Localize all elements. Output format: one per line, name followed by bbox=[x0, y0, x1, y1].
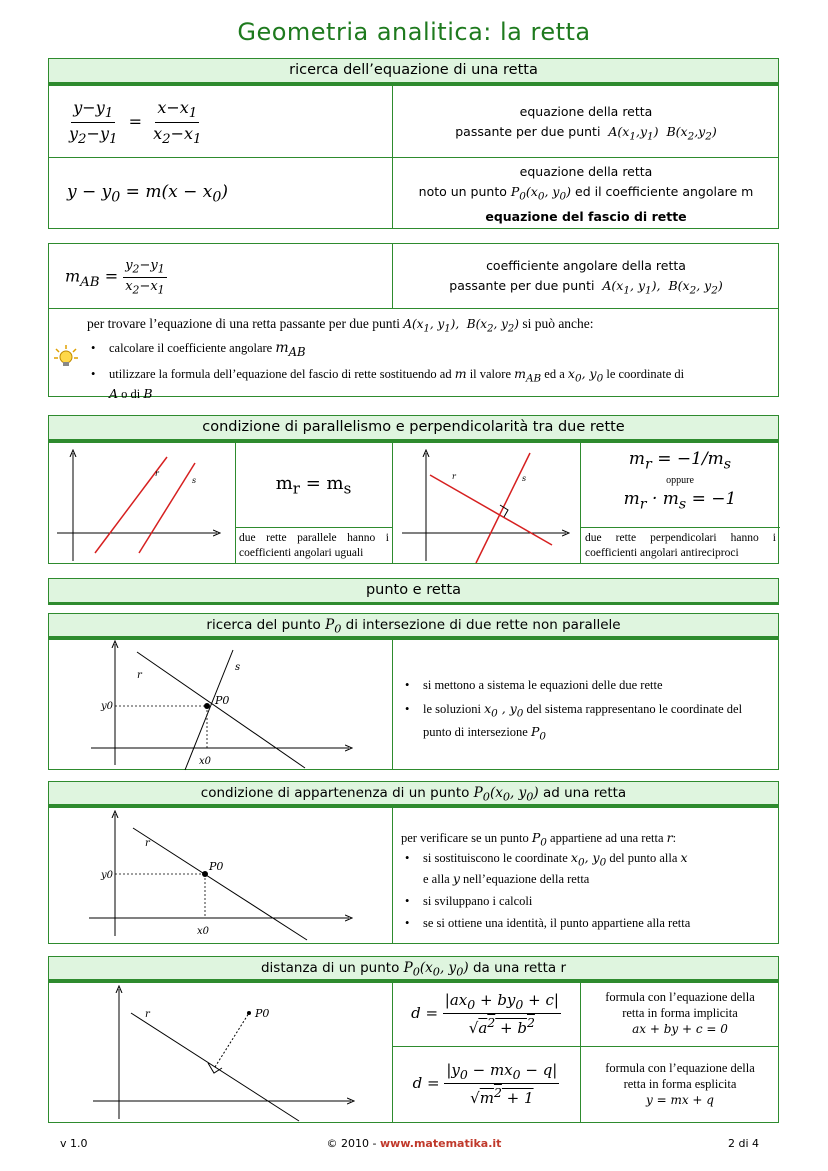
membership-steps bbox=[401, 850, 771, 937]
graph-label-x0: x0 bbox=[199, 756, 212, 767]
intersection-steps bbox=[401, 676, 771, 751]
explicit-desc: formula con l’equazione della retta in forma esplicita y = mx + q bbox=[605, 1061, 755, 1107]
parallel-perpendicular-box bbox=[48, 442, 779, 564]
two-point-formula: $\frac{y-y_1}{y_2-y_1}$ = $\frac{x-x_1}{x_2-x_1}$ bbox=[69, 98, 202, 148]
parallel-formula: $m_r = m_s$ bbox=[275, 473, 352, 498]
graph-label-y0: y0 bbox=[101, 701, 114, 712]
distance-formula-implicit: d = $\frac{|ax_0 + by_0 + c|}{√a^2 + b^2}$ bbox=[411, 991, 559, 1037]
slope-formula: $m_{AB}$ = $\frac{y_2-y_1}{x_2-x_1}$ bbox=[65, 258, 165, 297]
tip-intro: per trovare l’equazione di una retta passante per due punti $A(x_1$, $y_1$), $B(x_2$, $y_2$) si può anche: bbox=[87, 316, 594, 335]
membership-box bbox=[48, 807, 779, 944]
point-slope-desc: equazione della retta noto un punto $P_0(x_0$, $y_0$) ed il coefficiente angolare m equazione del fascio di rette bbox=[418, 164, 754, 224]
list-item: • si sviluppano i calcoli bbox=[401, 893, 771, 909]
parallel-caption: due rette parallele hanno i coefficienti angolari uguali bbox=[239, 532, 389, 559]
graph-label-r: r bbox=[145, 1009, 150, 1020]
distance-box bbox=[48, 982, 779, 1123]
footer-copyright: © 2010 - www.matematika.it bbox=[326, 1137, 502, 1150]
implicit-desc: formula con l’equazione della retta in forma implicita ax + by + c = 0 bbox=[605, 990, 755, 1036]
sub-header-distance: distanza di un punto $P_0(x_0$, $y_0$) da una retta r bbox=[48, 956, 779, 982]
distance-graph bbox=[49, 983, 392, 1124]
graph-label-r: r bbox=[145, 838, 150, 849]
list-item: • si sostituiscono le coordinate $x_0$, $y_0$ del punto alla x e alla y nell’equazione della retta bbox=[401, 850, 771, 887]
section-header-point-line: punto e retta bbox=[48, 578, 779, 605]
footer-version: v 1.0 bbox=[60, 1137, 88, 1150]
line-label-s: s bbox=[192, 476, 197, 485]
graph-label-y0: y0 bbox=[101, 870, 114, 881]
two-point-desc: equazione della retta passante per due punti $A(x_1,y_1)$ $B(x_2,y_2)$ bbox=[455, 104, 717, 143]
line-label-r: r bbox=[155, 469, 159, 478]
membership-intro: per verificare se un punto $P_0$ appartiene ad una retta r: bbox=[401, 830, 677, 849]
perpendicular-formulas: $m_r = -1/m_s$ oppure $m_r \cdot m_s = -1$ bbox=[623, 449, 737, 513]
sub-header-intersection: ricerca del punto $P_0$ di intersezione di due rette non parallele bbox=[48, 613, 779, 639]
site-link[interactable]: www.matematika.it bbox=[380, 1137, 502, 1150]
membership-graph bbox=[49, 808, 392, 945]
tip-item: • utilizzare la formula dell’equazione del fascio di rette sostituendo ad m il valore $m_{AB}$ ed a $x_0$, $y_0$ le coordinate di A o di B bbox=[87, 366, 777, 403]
perpendicular-graph bbox=[392, 443, 580, 565]
slope-desc: coefficiente angolare della retta passante per due punti $A(x_1$, $y_1$), $B(x_2$, $y_2$) bbox=[449, 258, 723, 297]
graph-label-r: r bbox=[137, 670, 142, 681]
section-header-parallel-perpendicular: condizione di parallelismo e perpendicolarità tra due rette bbox=[48, 415, 779, 442]
section-header-equation-search: ricerca dell’equazione di una retta bbox=[48, 58, 779, 85]
graph-label-p0: P0 bbox=[255, 1007, 270, 1020]
tip-item: • calcolare il coefficiente angolare $m_{AB}$ bbox=[87, 340, 777, 360]
graph-label-p0: P0 bbox=[209, 860, 224, 873]
page-title: Geometria analitica: la retta bbox=[237, 18, 591, 46]
footer-page-number: 2 di 4 bbox=[728, 1137, 760, 1150]
graph-label-s: s bbox=[235, 662, 241, 673]
equation-table bbox=[48, 85, 779, 229]
line-label-r: r bbox=[452, 472, 456, 481]
slope-box bbox=[48, 243, 779, 402]
point-slope-formula: $y - y_0 = m(x - x_0)$ bbox=[67, 182, 228, 206]
parallel-graph bbox=[49, 443, 235, 565]
intersection-graph bbox=[49, 640, 392, 771]
lightbulb-icon bbox=[53, 344, 79, 370]
list-item: • se si ottiene una identità, il punto appartiene alla retta bbox=[401, 915, 771, 931]
tip-list bbox=[87, 340, 777, 408]
intersection-box bbox=[48, 639, 779, 770]
graph-label-x0: x0 bbox=[197, 926, 210, 937]
list-item: • le soluzioni $x_0$ , $y_0$ del sistema rappresentano le coordinate del punto di intersezione $P_0$ bbox=[401, 700, 771, 745]
sub-header-membership: condizione di appartenenza di un punto $P_0(x_0$, $y_0$) ad una retta bbox=[48, 781, 779, 807]
distance-formula-explicit: d = $\frac{|y_0 - mx_0 - q|}{√m^2 + 1}$ bbox=[412, 1061, 558, 1107]
graph-label-p0: P0 bbox=[215, 694, 230, 707]
list-item: • si mettono a sistema le equazioni delle due rette bbox=[401, 676, 771, 694]
line-label-s: s bbox=[522, 474, 527, 483]
perpendicular-caption: due rette perpendicolari hanno i coefficienti angolari antireciproci bbox=[585, 532, 776, 559]
